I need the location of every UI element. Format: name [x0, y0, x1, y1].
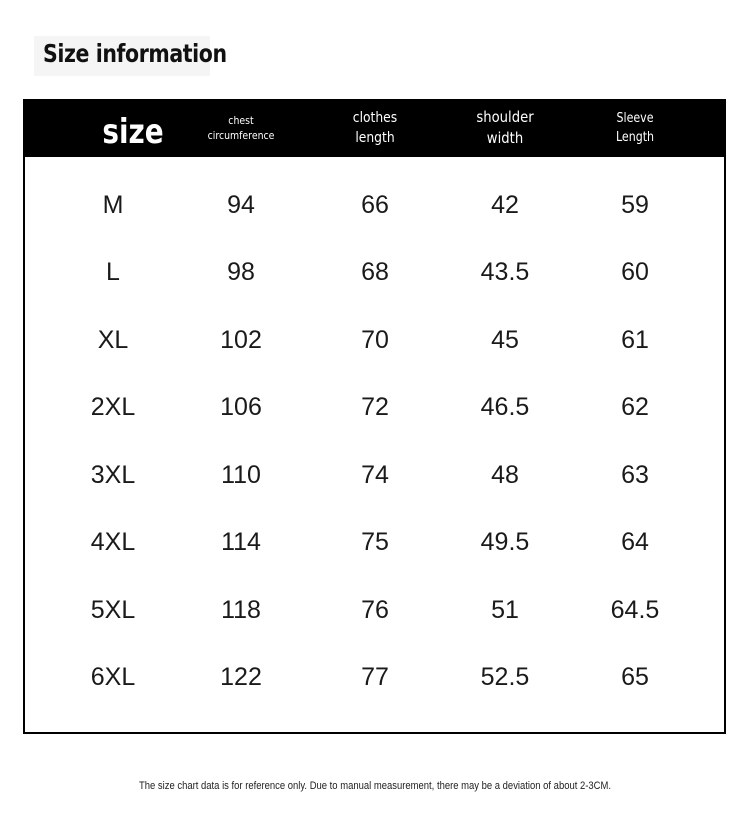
- cell-sleeve: 64.5: [610, 595, 660, 624]
- cell-shoulder: 52.5: [480, 662, 530, 691]
- table-row: [23, 387, 726, 427]
- cell-sleeve: 61: [621, 325, 649, 354]
- cell-shoulder: 48: [491, 460, 519, 489]
- cell-length: 72: [361, 392, 389, 421]
- cell-length: 77: [361, 662, 389, 691]
- table-header: [23, 99, 726, 157]
- cell-length: 68: [361, 257, 389, 286]
- cell-length: 75: [361, 527, 389, 556]
- table-row: [23, 320, 726, 360]
- cell-length: 74: [361, 460, 389, 489]
- table-row: [23, 185, 726, 225]
- cell-sleeve: 64: [621, 527, 649, 556]
- cell-size: 6XL: [90, 662, 136, 691]
- page-title: Size information: [43, 39, 227, 68]
- cell-shoulder: 43.5: [480, 257, 530, 286]
- size-chart-table: [23, 99, 726, 734]
- cell-chest: 122: [220, 662, 262, 691]
- cell-sleeve: 62: [621, 392, 649, 421]
- cell-size: 2XL: [90, 392, 136, 421]
- table-row: [23, 252, 726, 292]
- cell-sleeve: 65: [621, 662, 649, 691]
- cell-chest: 114: [221, 527, 261, 556]
- cell-chest: 94: [227, 190, 255, 219]
- cell-size: 3XL: [90, 460, 136, 489]
- cell-size: M: [102, 190, 124, 219]
- cell-size: XL: [97, 325, 129, 354]
- cell-size: 4XL: [90, 527, 136, 556]
- cell-shoulder: 45: [491, 325, 519, 354]
- cell-shoulder: 46.5: [480, 392, 530, 421]
- cell-length: 66: [361, 190, 389, 219]
- header-shoulder-width: shoulder width: [476, 108, 534, 147]
- cell-sleeve: 60: [621, 257, 649, 286]
- cell-chest: 102: [220, 325, 262, 354]
- header-chest-circumference: chest circumference: [207, 114, 275, 142]
- table-row: [23, 522, 726, 562]
- cell-shoulder: 51: [491, 595, 519, 624]
- table-row: [23, 657, 726, 697]
- footnote: The size chart data is for reference only. Due to manual measurement, there may be a deviation of about 2-3CM.: [138, 780, 612, 792]
- header-size: size: [102, 112, 164, 152]
- table-row: [23, 590, 726, 630]
- cell-chest: 106: [220, 392, 262, 421]
- cell-chest: 118: [221, 595, 261, 624]
- cell-size: 5XL: [90, 595, 136, 624]
- table-row: [23, 455, 726, 495]
- cell-chest: 98: [227, 257, 255, 286]
- cell-sleeve: 63: [621, 460, 649, 489]
- cell-shoulder: 42: [491, 190, 519, 219]
- cell-chest: 110: [221, 460, 261, 489]
- cell-length: 76: [361, 595, 389, 624]
- header-sleeve-length: Sleeve Length: [615, 111, 655, 145]
- header-clothes-length: clothes length: [352, 110, 398, 146]
- cell-length: 70: [361, 325, 389, 354]
- cell-size: L: [106, 257, 120, 286]
- cell-shoulder: 49.5: [480, 527, 530, 556]
- cell-sleeve: 59: [621, 190, 649, 219]
